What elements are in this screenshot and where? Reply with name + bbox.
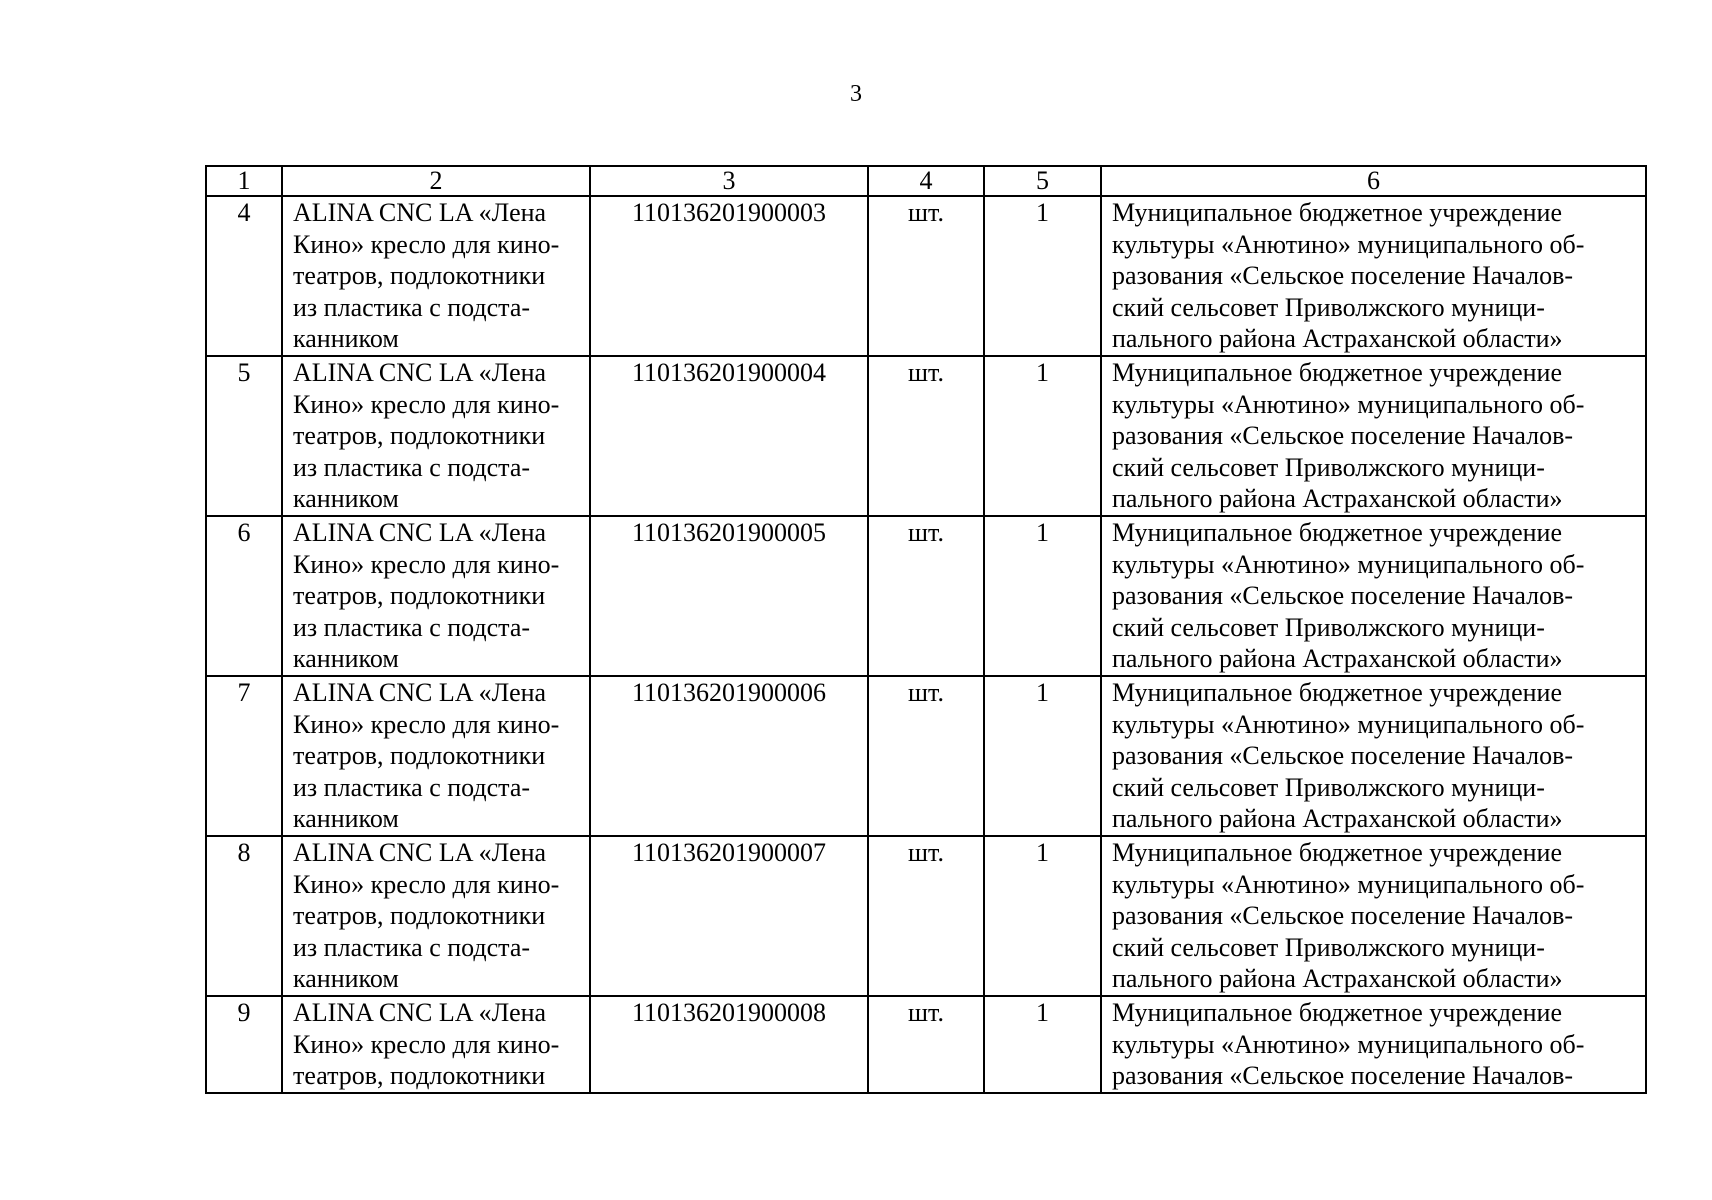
item-name-cell: ALINA CNC LA «Лена Кино» кресло для кино- театров, подлокотники из пластика с подста- канником — [282, 356, 590, 516]
quantity-cell: 1 — [984, 996, 1101, 1093]
table-row — [206, 836, 1646, 996]
unit-cell: шт. — [868, 676, 984, 836]
column-header: 3 — [590, 166, 868, 196]
row-number-cell: 9 — [206, 996, 282, 1093]
item-name-cell: ALINA CNC LA «Лена Кино» кресло для кино- театров, подлокотники — [282, 996, 590, 1093]
quantity-cell: 1 — [984, 676, 1101, 836]
unit-cell: шт. — [868, 996, 984, 1093]
organization-cell: Муниципальное бюджетное учреждение культуры «Анютино» муниципального об- разования «Сельское поселение Началов- — [1101, 996, 1646, 1093]
table-row — [206, 196, 1646, 356]
organization-cell: Муниципальное бюджетное учреждение культуры «Анютино» муниципального об- разования «Сельское поселение Началов- ский сельсовет Приволжского муници- пального района Астраханской области» — [1101, 836, 1646, 996]
inventory-code-cell: 110136201900003 — [590, 196, 868, 356]
unit-cell: шт. — [868, 516, 984, 676]
table-header-row — [206, 166, 1646, 196]
page-number: 3 — [850, 81, 862, 107]
inventory-code-cell: 110136201900007 — [590, 836, 868, 996]
quantity-cell: 1 — [984, 356, 1101, 516]
inventory-table — [205, 165, 1647, 1094]
column-header: 5 — [984, 166, 1101, 196]
table-row — [206, 516, 1646, 676]
column-header: 2 — [282, 166, 590, 196]
quantity-cell: 1 — [984, 516, 1101, 676]
inventory-code-cell: 110136201900006 — [590, 676, 868, 836]
inventory-code-cell: 110136201900008 — [590, 996, 868, 1093]
column-header: 1 — [206, 166, 282, 196]
quantity-cell: 1 — [984, 196, 1101, 356]
inventory-code-cell: 110136201900004 — [590, 356, 868, 516]
organization-cell: Муниципальное бюджетное учреждение культуры «Анютино» муниципального об- разования «Сельское поселение Началов- ский сельсовет Приволжского муници- пального района Астраханской области» — [1101, 676, 1646, 836]
row-number-cell: 4 — [206, 196, 282, 356]
item-name-cell: ALINA CNC LA «Лена Кино» кресло для кино- театров, подлокотники из пластика с подста- канником — [282, 836, 590, 996]
table-row — [206, 996, 1646, 1093]
row-number-cell: 6 — [206, 516, 282, 676]
item-name-cell: ALINA CNC LA «Лена Кино» кресло для кино- театров, подлокотники из пластика с подста- канником — [282, 516, 590, 676]
quantity-cell: 1 — [984, 836, 1101, 996]
row-number-cell: 8 — [206, 836, 282, 996]
item-name-cell: ALINA CNC LA «Лена Кино» кресло для кино- театров, подлокотники из пластика с подста- канником — [282, 676, 590, 836]
item-name-cell: ALINA CNC LA «Лена Кино» кресло для кино- театров, подлокотники из пластика с подста- канником — [282, 196, 590, 356]
table-row — [206, 676, 1646, 836]
organization-cell: Муниципальное бюджетное учреждение культуры «Анютино» муниципального об- разования «Сельское поселение Началов- ский сельсовет Приволжского муници- пального района Астраханской области» — [1101, 196, 1646, 356]
inventory-code-cell: 110136201900005 — [590, 516, 868, 676]
column-header: 4 — [868, 166, 984, 196]
table-row — [206, 356, 1646, 516]
unit-cell: шт. — [868, 356, 984, 516]
row-number-cell: 7 — [206, 676, 282, 836]
organization-cell: Муниципальное бюджетное учреждение культуры «Анютино» муниципального об- разования «Сельское поселение Началов- ский сельсовет Приволжского муници- пального района Астраханской области» — [1101, 356, 1646, 516]
organization-cell: Муниципальное бюджетное учреждение культуры «Анютино» муниципального об- разования «Сельское поселение Началов- ский сельсовет Приволжского муници- пального района Астраханской области» — [1101, 516, 1646, 676]
unit-cell: шт. — [868, 836, 984, 996]
unit-cell: шт. — [868, 196, 984, 356]
column-header: 6 — [1101, 166, 1646, 196]
row-number-cell: 5 — [206, 356, 282, 516]
